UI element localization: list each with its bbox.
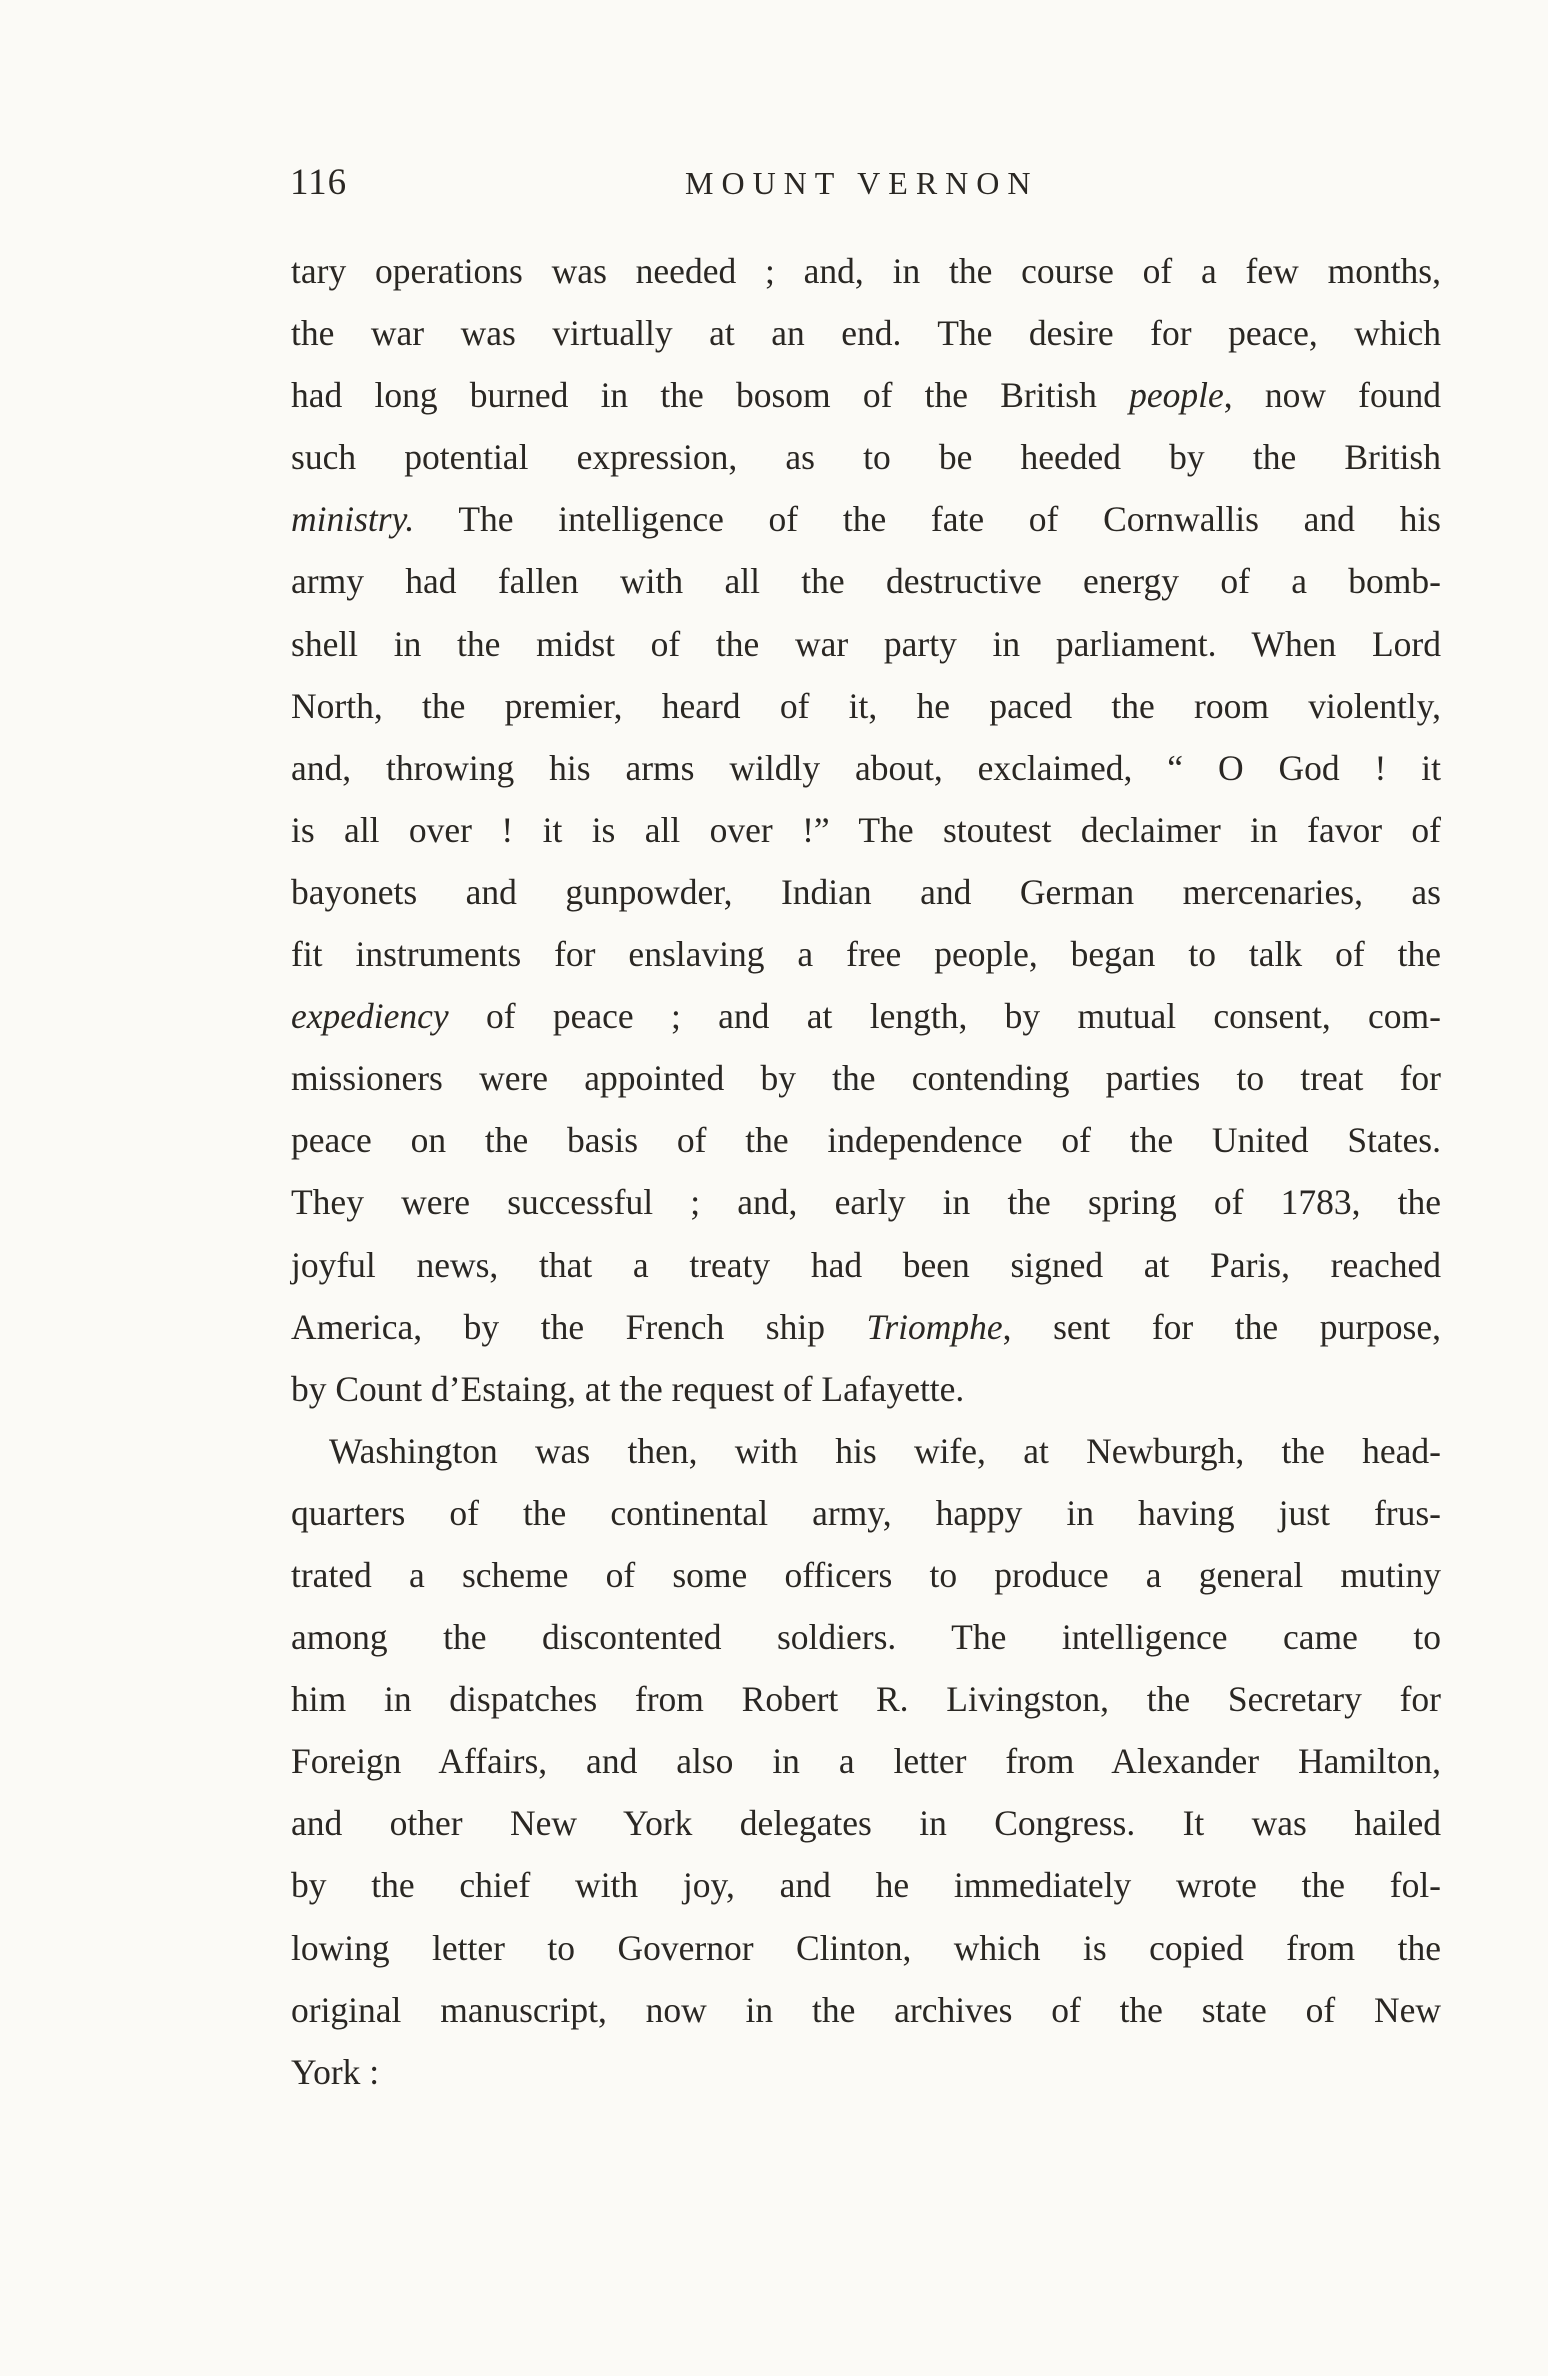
text-run: America, by the French ship [291, 1306, 867, 1347]
text-line [291, 1234, 1441, 1296]
text-run: by the chief with joy, and he immediately wrote the fol- [291, 1865, 1441, 1906]
text-line [291, 1171, 1441, 1233]
text-line [291, 1730, 1441, 1792]
text-run: peace on the basis of the independence of the United States. [291, 1120, 1441, 1161]
text-run: by Count d’Estaing, at the request of Lafayette. [291, 1368, 965, 1409]
text-line [291, 985, 1441, 1047]
text-run: North, the premier, heard of it, he paced the room violently, [291, 685, 1441, 726]
text-run: trated a scheme of some officers to produce a general mutiny [291, 1554, 1441, 1595]
text-line [291, 1109, 1441, 1171]
text-line [291, 550, 1441, 612]
text-run: him in dispatches from Robert R. Livingston, the Secretary for [291, 1679, 1441, 1720]
text-line [291, 364, 1441, 426]
italic-text: expediency [291, 996, 449, 1037]
text-run: York : [291, 2051, 380, 2092]
text-line [291, 488, 1441, 550]
text-line [291, 1296, 1441, 1358]
text-run: of peace ; and at length, by mutual consent, com- [448, 996, 1441, 1037]
text-run: shell in the midst of the war party in parliament. When Lord [291, 623, 1441, 664]
text-run: The intelligence of the fate of Cornwallis and his [414, 499, 1441, 540]
text-run: fit instruments for enslaving a free people, began to talk of the [291, 934, 1441, 975]
running-head [290, 158, 1440, 208]
text-run: and other New York delegates in Congress. It was hailed [291, 1803, 1441, 1844]
text-line [291, 861, 1441, 923]
text-run: is all over ! it is all over !” The stoutest declaimer in favor of [291, 809, 1441, 850]
text-line [291, 613, 1441, 675]
text-line [291, 426, 1441, 488]
text-line [291, 799, 1441, 861]
text-run: lowing letter to Governor Clinton, which is copied from the [291, 1927, 1441, 1968]
text-line [291, 1047, 1441, 1109]
text-run: quarters of the continental army, happy in having just frus- [291, 1492, 1441, 1533]
text-run: the war was virtually at an end. The desire for peace, which [291, 313, 1441, 354]
text-run: joyful news, that a treaty had been signed at Paris, reached [291, 1244, 1441, 1285]
text-run: , sent for the purpose, [1002, 1306, 1441, 1347]
text-run: Foreign Affairs, and also in a letter from Alexander Hamilton, [291, 1741, 1441, 1782]
text-line [291, 675, 1441, 737]
text-line [291, 1979, 1441, 2041]
italic-text: ministry. [291, 499, 415, 540]
text-line [291, 1792, 1441, 1854]
text-line [291, 1544, 1441, 1606]
text-line [291, 302, 1441, 364]
text-run: , now found [1223, 375, 1441, 416]
text-line [291, 1358, 1441, 1420]
text-line [291, 1482, 1441, 1544]
text-run: Washington was then, with his wife, at Newburgh, the head- [329, 1430, 1441, 1471]
running-title: MOUNT VERNON [685, 165, 1039, 201]
text-line [291, 1606, 1441, 1668]
text-line [291, 1420, 1441, 1482]
text-line [291, 1854, 1441, 1916]
paragraph [291, 1420, 1441, 2103]
text-line [291, 737, 1441, 799]
text-run: original manuscript, now in the archives of the state of New [291, 1989, 1441, 2030]
text-run: missioners were appointed by the contending parties to treat for [291, 1058, 1441, 1099]
body-text [291, 240, 1441, 2103]
text-run: among the discontented soldiers. The intelligence came to [291, 1617, 1441, 1658]
paragraph [291, 240, 1441, 1420]
text-run: had long burned in the bosom of the British [291, 375, 1130, 416]
text-run: bayonets and gunpowder, Indian and German mercenaries, as [291, 871, 1441, 912]
text-run: tary operations was needed ; and, in the course of a few months, [291, 251, 1441, 291]
text-line [291, 240, 1441, 302]
italic-text: people [1129, 375, 1224, 416]
text-line [291, 1668, 1441, 1730]
text-run: and, throwing his arms wildly about, exclaimed, “ O God ! it [291, 747, 1441, 788]
page-number: 116 [290, 162, 348, 203]
text-run: army had fallen with all the destructive energy of a bomb- [291, 561, 1441, 602]
text-line [291, 1917, 1441, 1979]
text-line [291, 923, 1441, 985]
text-run: They were successful ; and, early in the spring of 1783, the [291, 1182, 1441, 1223]
text-run: such potential expression, as to be heeded by the British [291, 437, 1441, 478]
italic-text: Triomphe [866, 1306, 1003, 1347]
text-line [291, 2041, 1441, 2103]
